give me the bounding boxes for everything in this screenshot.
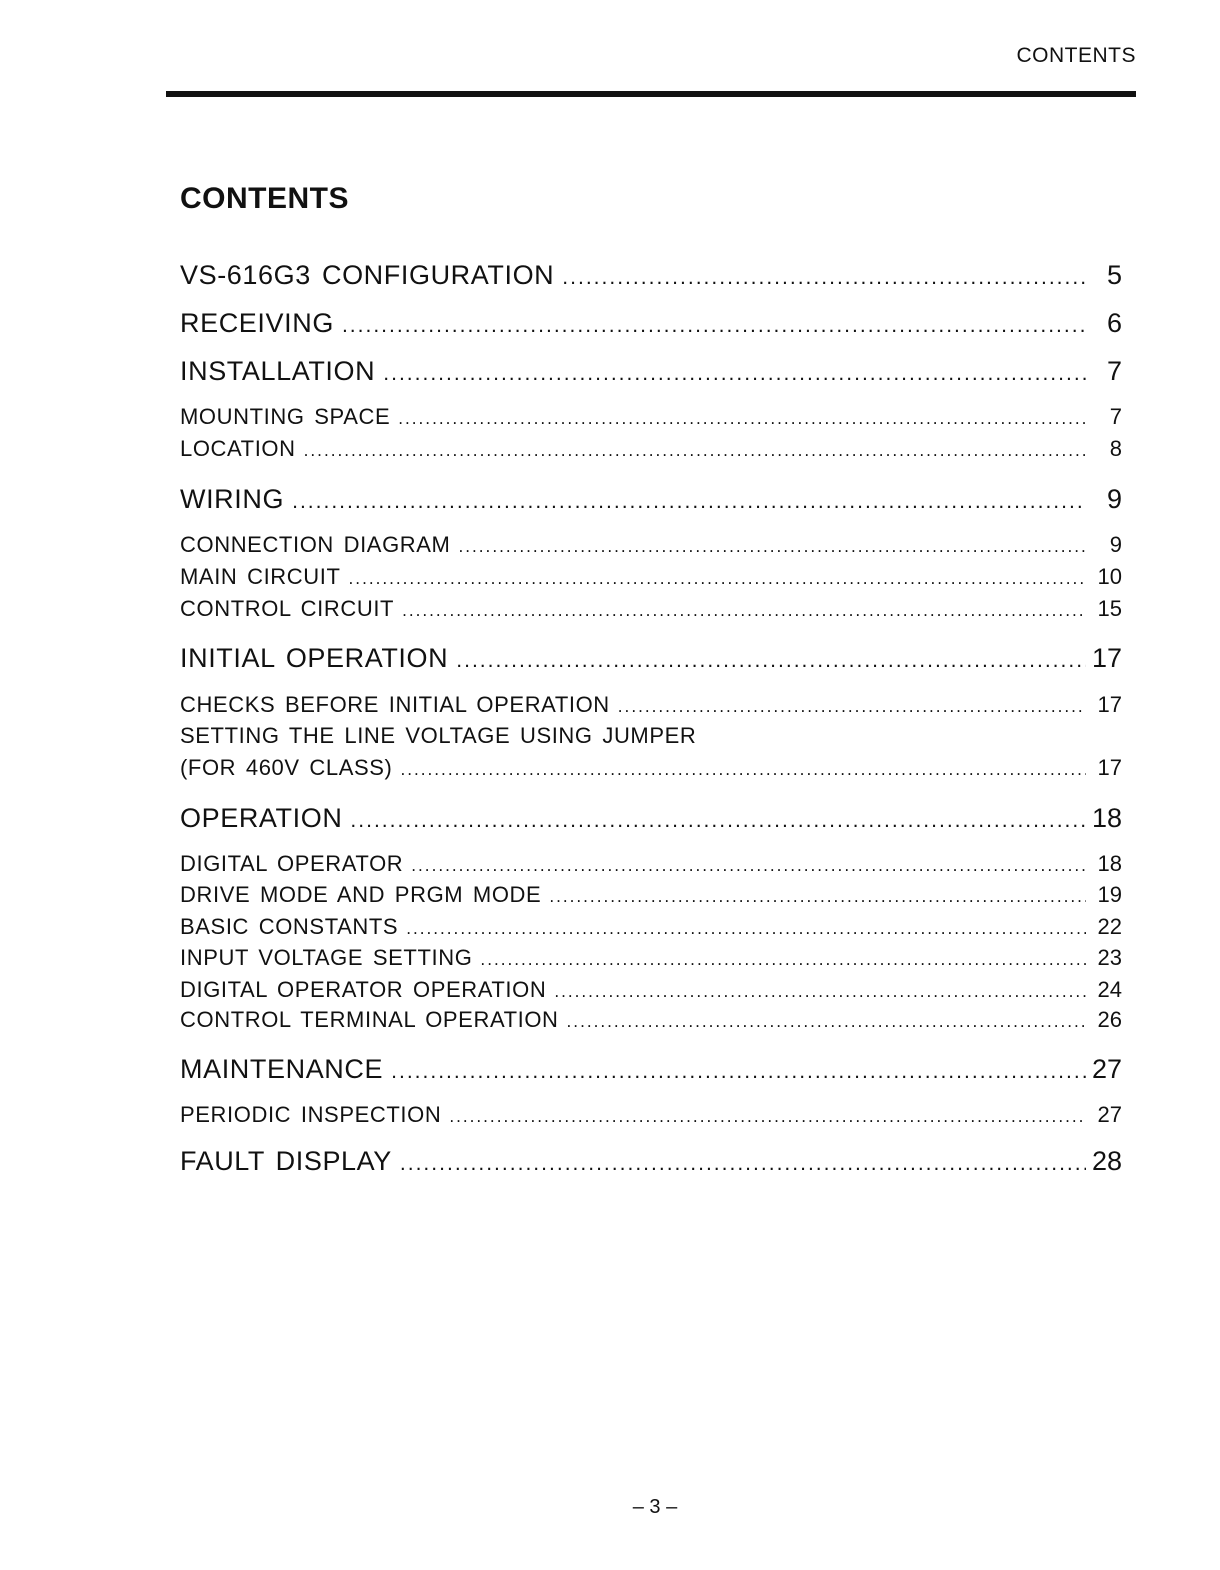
toc-entry-page: 19 [1097,882,1122,907]
toc-entry-checks-before-initial-operation[interactable] [180,692,1122,718]
dot-leader [618,696,1086,717]
dot-leader [567,1011,1086,1032]
page-title: CONTENTS [180,182,349,215]
dot-leader [458,536,1086,557]
toc-entry-control-circuit[interactable] [180,596,1122,622]
toc-entry-initial-operation[interactable] [180,643,1122,674]
dot-leader [292,490,1086,514]
toc-entry-receiving[interactable] [180,308,1122,339]
toc-entry-page: 9 [1109,532,1122,557]
toc-entry-label: LOCATION [180,436,296,461]
toc-entry-connection-diagram[interactable] [180,532,1122,558]
dot-leader [480,949,1086,970]
dot-leader [304,440,1086,461]
toc-entry-page: 9 [1106,484,1122,514]
dot-leader [391,1060,1086,1084]
toc-entry-page: 28 [1091,1146,1122,1176]
toc-entry-page: 18 [1097,851,1122,876]
toc-entry-page: 15 [1097,596,1122,621]
toc-entry-page: 10 [1097,564,1122,589]
toc-entry-label: VS-616G3 CONFIGURATION [180,260,555,290]
toc-entry-page: 7 [1106,356,1122,386]
header-rule [166,91,1136,97]
toc-entry-mounting-space[interactable] [180,404,1122,430]
toc-entry-label: BASIC CONSTANTS [180,914,399,939]
toc-entry-page: 23 [1097,945,1122,970]
dot-leader [350,809,1086,833]
toc-entry-label: CONTROL CIRCUIT [180,596,395,621]
toc-entry-input-voltage-setting[interactable] [180,945,1122,971]
toc-entry-setting-line-voltage[interactable] [180,723,1122,749]
toc-entry-label: WIRING [180,484,285,514]
toc-entry-label: DRIVE MODE AND PRGM MODE [180,882,542,907]
toc-entry-page: 5 [1106,260,1122,290]
toc-entry-page: 8 [1109,436,1122,461]
toc-entry-page: 7 [1109,404,1122,429]
toc-entry-label: FAULT DISPLAY [180,1146,392,1176]
toc-entry-label: OPERATION [180,803,343,833]
dot-leader [398,408,1086,429]
toc-entry-digital-operator-operation[interactable] [180,977,1122,1003]
dot-leader [342,314,1086,338]
toc-entry-operation[interactable] [180,803,1122,834]
toc-entry-label: (FOR 460V CLASS) [180,755,393,780]
toc-entry-control-terminal-operation[interactable] [180,1007,1122,1033]
toc-entry-drive-mode-and-prgm-mode[interactable] [180,882,1122,908]
toc-entry-vs616g3-configuration[interactable] [180,260,1122,291]
toc-entry-page: 6 [1106,308,1122,338]
toc-entry-label: CHECKS BEFORE INITIAL OPERATION [180,692,610,717]
dot-leader [402,600,1086,621]
toc-entry-label: INITIAL OPERATION [180,643,449,673]
toc-entry-label: CONTROL TERMINAL OPERATION [180,1007,559,1032]
dot-leader [400,1152,1086,1176]
dot-leader [400,759,1086,780]
toc-entry-label: SETTING THE LINE VOLTAGE USING JUMPER [180,723,697,748]
toc-entry-maintenance[interactable] [180,1054,1122,1085]
dot-leader [406,918,1086,939]
toc-entry-label: MOUNTING SPACE [180,404,391,429]
toc-entry-page: 17 [1091,643,1122,673]
toc-entry-label: PERIODIC INSPECTION [180,1102,442,1127]
toc-entry-digital-operator[interactable] [180,851,1122,877]
dot-leader [349,568,1086,589]
toc-entry-main-circuit[interactable] [180,564,1122,590]
toc-entry-page: 27 [1091,1054,1122,1084]
toc-entry-label: RECEIVING [180,308,334,338]
toc-entry-label: MAIN CIRCUIT [180,564,341,589]
dot-leader [456,649,1086,673]
dot-leader [549,886,1086,907]
toc-entry-label: DIGITAL OPERATOR [180,851,404,876]
toc-entry-wiring[interactable] [180,484,1122,515]
toc-entry-page: 22 [1097,914,1122,939]
toc-entry-location[interactable] [180,436,1122,462]
toc-entry-fault-display[interactable] [180,1146,1122,1177]
dot-leader [554,981,1086,1002]
dot-leader [383,362,1086,386]
dot-leader [411,855,1086,876]
toc-entry-label: INPUT VOLTAGE SETTING [180,945,473,970]
toc-entry-label: CONNECTION DIAGRAM [180,532,451,557]
toc-entry-page: 17 [1097,755,1122,780]
toc-entry-label: MAINTENANCE [180,1054,384,1084]
running-header: CONTENTS [1016,44,1136,67]
toc-entry-for-460v-class[interactable] [180,755,1122,781]
toc-entry-label: DIGITAL OPERATOR OPERATION [180,977,547,1002]
toc-entry-page: 17 [1097,692,1122,717]
toc-entry-page: 26 [1097,1007,1122,1032]
dot-leader [449,1106,1086,1127]
toc-entry-basic-constants[interactable] [180,914,1122,940]
dot-leader [562,266,1086,290]
toc-entry-page: 27 [1097,1102,1122,1127]
toc-entry-page: 24 [1097,977,1122,1002]
toc-entry-page: 18 [1091,803,1122,833]
toc-entry-periodic-inspection[interactable] [180,1102,1122,1128]
toc-entry-label: INSTALLATION [180,356,376,386]
page-number: – 3 – [632,1496,678,1518]
toc-entry-installation[interactable] [180,356,1122,387]
